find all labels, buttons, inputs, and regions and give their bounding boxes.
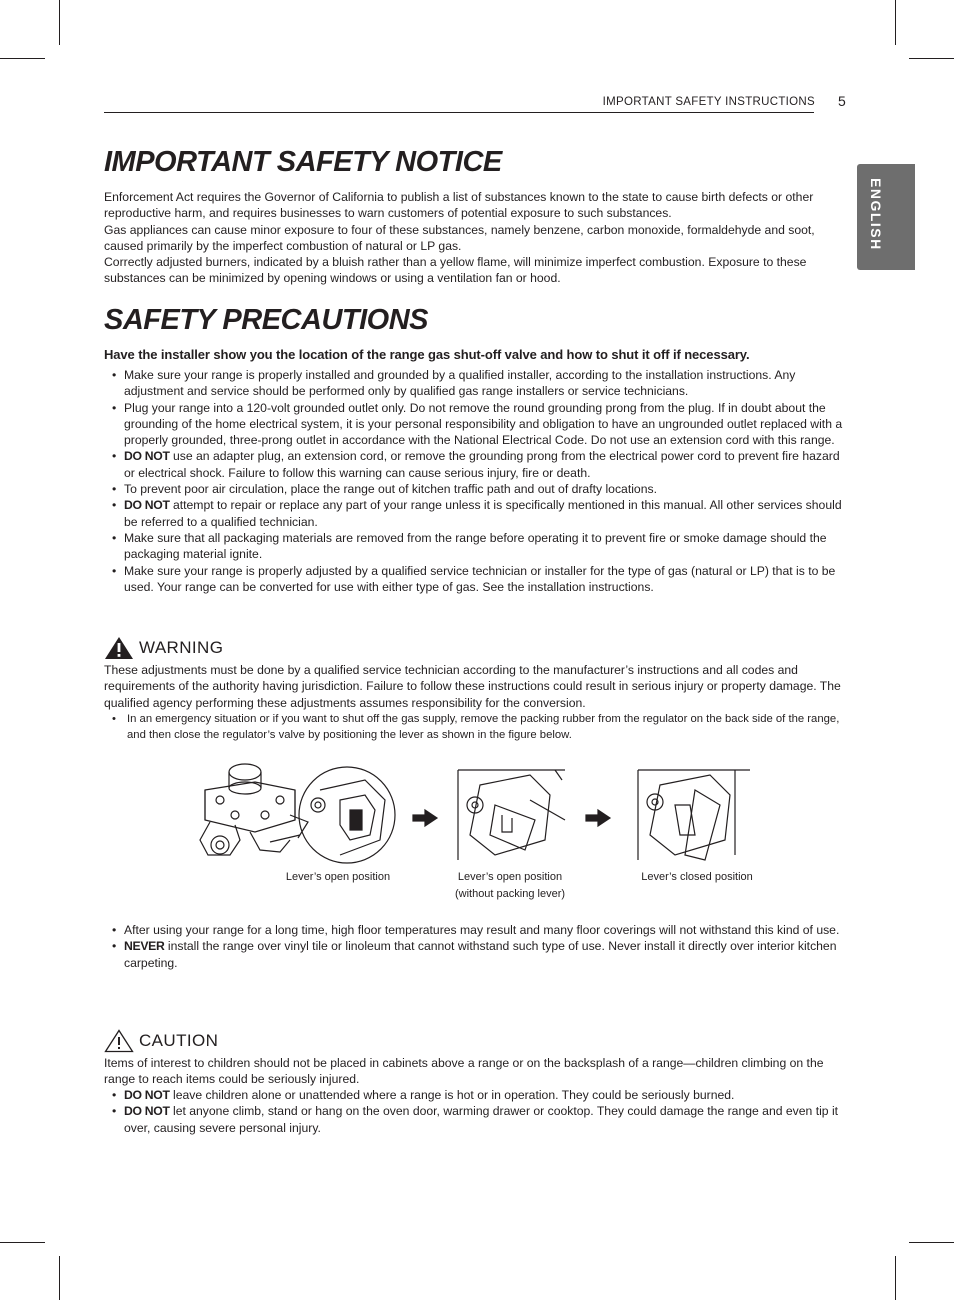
emphasis: DO NOT	[124, 498, 170, 513]
crop-mark	[909, 1242, 954, 1243]
warning-label: WARNING	[139, 638, 224, 657]
list-item: • Plug your range into a 120-volt grounded outlet only. Do not remove the round grounding prong from the plug. If in doubt about the grounding of the home electrical system, it is your personal responsibility and obligation to have an ungrounded outlet replaced with a properly grounded, three-prong outlet in accordance with the National Electrical Code. Do not use an extension cord with this range.	[112, 400, 843, 448]
running-header: IMPORTANT SAFETY INSTRUCTIONS	[602, 96, 815, 108]
crop-mark	[0, 58, 45, 59]
caution-list	[104, 1087, 844, 1136]
crop-mark	[59, 1256, 60, 1300]
crop-mark	[59, 0, 60, 45]
page-number: 5	[838, 93, 846, 109]
caution-triangle-icon	[104, 1029, 134, 1053]
floor-list	[104, 922, 844, 971]
arrow-right-icon	[586, 810, 610, 826]
caution-heading	[104, 1029, 218, 1053]
notice-title: IMPORTANT SAFETY NOTICE	[104, 146, 502, 178]
item-text: In an emergency situation or if you want to shut off the gas supply, remove the packing rubber from the regulator on the back side of the range, and then close the regulator’s valve by positioning the lever as shown in the figure below.	[127, 713, 840, 742]
item-text: leave children alone or unattended where a range is hot or in operation. They could be seriously burned.	[169, 1088, 735, 1102]
header-rule	[104, 112, 814, 113]
zoom-detail-open	[270, 767, 395, 863]
arrow-right-icon	[413, 810, 437, 826]
language-tab[interactable]	[857, 164, 915, 270]
list-item: • To prevent poor air circulation, place the range out of kitchen traffic path and out of drafty locations.	[112, 482, 657, 497]
item-text: let anyone climb, stand or hang on the oven door, warming drawer or cooktop. They could damage the range and even tip it over, causing severe personal injury.	[124, 1104, 839, 1135]
item-text: Make sure your range is properly adjusted by a qualified service technician or installer for the type of gas (natural or LP) that is to be used. Your range can be converted for use with either type of gas. See the installation instructions.	[124, 563, 836, 594]
notice-paragraph: Gas appliances can cause minor exposure to four of these substances, namely benzene, carbon monoxide, formaldehyde and soot, caused primarily by the imperfect combustion of natural or LP gas.	[104, 223, 815, 254]
list-item: • In an emergency situation or if you want to shut off the gas supply, remove the packing rubber from the regulator on the back side of the range, and then close the regulator’s valve by positioning the lever as shown in the figure below.	[112, 713, 840, 742]
emphasis: DO NOT	[124, 449, 170, 464]
crop-mark	[895, 1256, 896, 1300]
list-item: • DO NOT leave children alone or unattended where a range is hot or in operation. They could be seriously burned.	[112, 1088, 735, 1102]
emphasis: DO NOT	[124, 1104, 170, 1119]
emphasis: DO NOT	[124, 1088, 170, 1102]
figure-caption: Lever’s closed position	[641, 871, 753, 883]
item-text: Make sure that all packaging materials are removed from the range before operating it to prevent fire or smoke damage should the packaging material ignite.	[124, 530, 827, 562]
item-text: install the range over vinyl tile or linoleum that cannot withstand such type of use. Never install it directly over interior kitchen carpeting.	[124, 939, 837, 970]
caution-text: Items of interest to children should not be placed in cabinets above a range or on the backsplash of a range—children climbing on the range to reach items could be seriously injured.	[104, 1056, 824, 1087]
lever-open-no-packing	[458, 770, 565, 860]
crop-mark	[895, 0, 896, 45]
item-text: Plug your range into a 120-volt grounded outlet only. Do not remove the round grounding prong from the plug. If in doubt about the grounding of the home electrical system, it is your personal responsibility and obligation to have an ungrounded outlet replaced with a properly grounded, three-prong outlet in accordance with the National Electrical Code. Do not use an extension cord with this range.	[124, 400, 843, 448]
warning-heading	[104, 636, 223, 660]
emphasis: NEVER	[124, 939, 165, 954]
warning-list	[104, 711, 844, 744]
list-item: • NEVER install the range over vinyl tile or linoleum that cannot withstand such type of use. Never install it directly over interior kitchen carpeting.	[112, 939, 837, 970]
warning-triangle-icon	[104, 636, 134, 660]
regulator-figure	[190, 760, 770, 870]
item-text: Make sure your range is properly installed and grounded by a qualified installer, according to the installation instructions. Any adjustment and service should be performed only by qualified gas range installers or service technicians.	[124, 368, 796, 399]
precautions-list	[104, 367, 844, 595]
list-item: • DO NOT attempt to repair or replace any part of your range unless it is specifically mentioned in this manual. All other services should be referred to a qualified technician.	[112, 498, 842, 529]
language-tab-label: ENGLISH	[868, 178, 884, 251]
figure-caption: Lever’s open position	[285, 871, 391, 883]
list-item: • Make sure your range is properly adjusted by a qualified service technician or installer for the type of gas (natural or LP) that is to be used. Your range can be converted for use with either type of gas. See the installation instructions.	[112, 563, 836, 594]
list-item: • DO NOT use an adapter plug, an extension cord, or remove the grounding prong from the electrical power cord to prevent fire hazard or electrical shock. Failure to follow this warning can cause serious injury, fire or death.	[112, 449, 840, 480]
crop-mark	[0, 1242, 45, 1243]
precautions-lead: Have the installer show you the location of the range gas shut-off valve and how to shut it off if necessary.	[104, 347, 750, 362]
item-text: use an adapter plug, an extension cord, or remove the grounding prong from the electrical power cord to prevent fire hazard or electrical shock. Failure to follow this warning can cause serious injury, fire or death.	[124, 449, 840, 480]
list-item: • After using your range for a long time, high floor temperatures may result and many floor coverings will not withstand this kind of use.	[112, 923, 840, 937]
notice-paragraph: Enforcement Act requires the Governor of California to publish a list of substances known to the state to cause birth defects or other reproductive harm, and requires businesses to warn customers of potential exposure to such substances.	[104, 190, 814, 221]
precautions-title: SAFETY PRECAUTIONS	[104, 304, 429, 336]
lever-closed	[638, 770, 750, 860]
warning-text: These adjustments must be done by a qualified service technician according to the manufacturer’s instructions and all codes and requirements of the authority having jurisdiction. Failure to follow these instructions could result in serious injury or property damage. The qualified agency performing these adjustments assumes responsibility for the conversion.	[104, 663, 841, 710]
list-item: • Make sure that all packaging materials are removed from the range before operating it to prevent fire or smoke damage should the packaging material ignite.	[112, 530, 827, 562]
crop-mark	[909, 58, 954, 59]
item-text: To prevent poor air circulation, place the range out of kitchen traffic path and out of drafty locations.	[124, 482, 657, 497]
item-text: attempt to repair or replace any part of your range unless it is specifically mentioned in this manual. All other services should be referred to a qualified technician.	[124, 498, 842, 529]
caution-label: CAUTION	[139, 1031, 219, 1050]
item-text: After using your range for a long time, high floor temperatures may result and many floor coverings will not withstand this kind of use.	[124, 923, 840, 937]
figure-caption: Lever’s open position	[457, 871, 563, 883]
regulator-illustration	[200, 764, 308, 855]
notice-paragraph: Correctly adjusted burners, indicated by a bluish rather than a yellow flame, will minimize imperfect combustion. Exposure to these substances can be minimized by opening windows or using a ventilation fan or hood.	[104, 255, 807, 286]
list-item: • DO NOT let anyone climb, stand or hang on the oven door, warming drawer or cooktop. They could damage the range and even tip it over, causing severe personal injury.	[112, 1104, 839, 1135]
list-item: • Make sure your range is properly installed and grounded by a qualified installer, according to the installation instructions. Any adjustment and service should be performed only by qualified gas range installers or service technicians.	[112, 368, 796, 399]
figure-caption: (without packing lever)	[454, 888, 566, 900]
